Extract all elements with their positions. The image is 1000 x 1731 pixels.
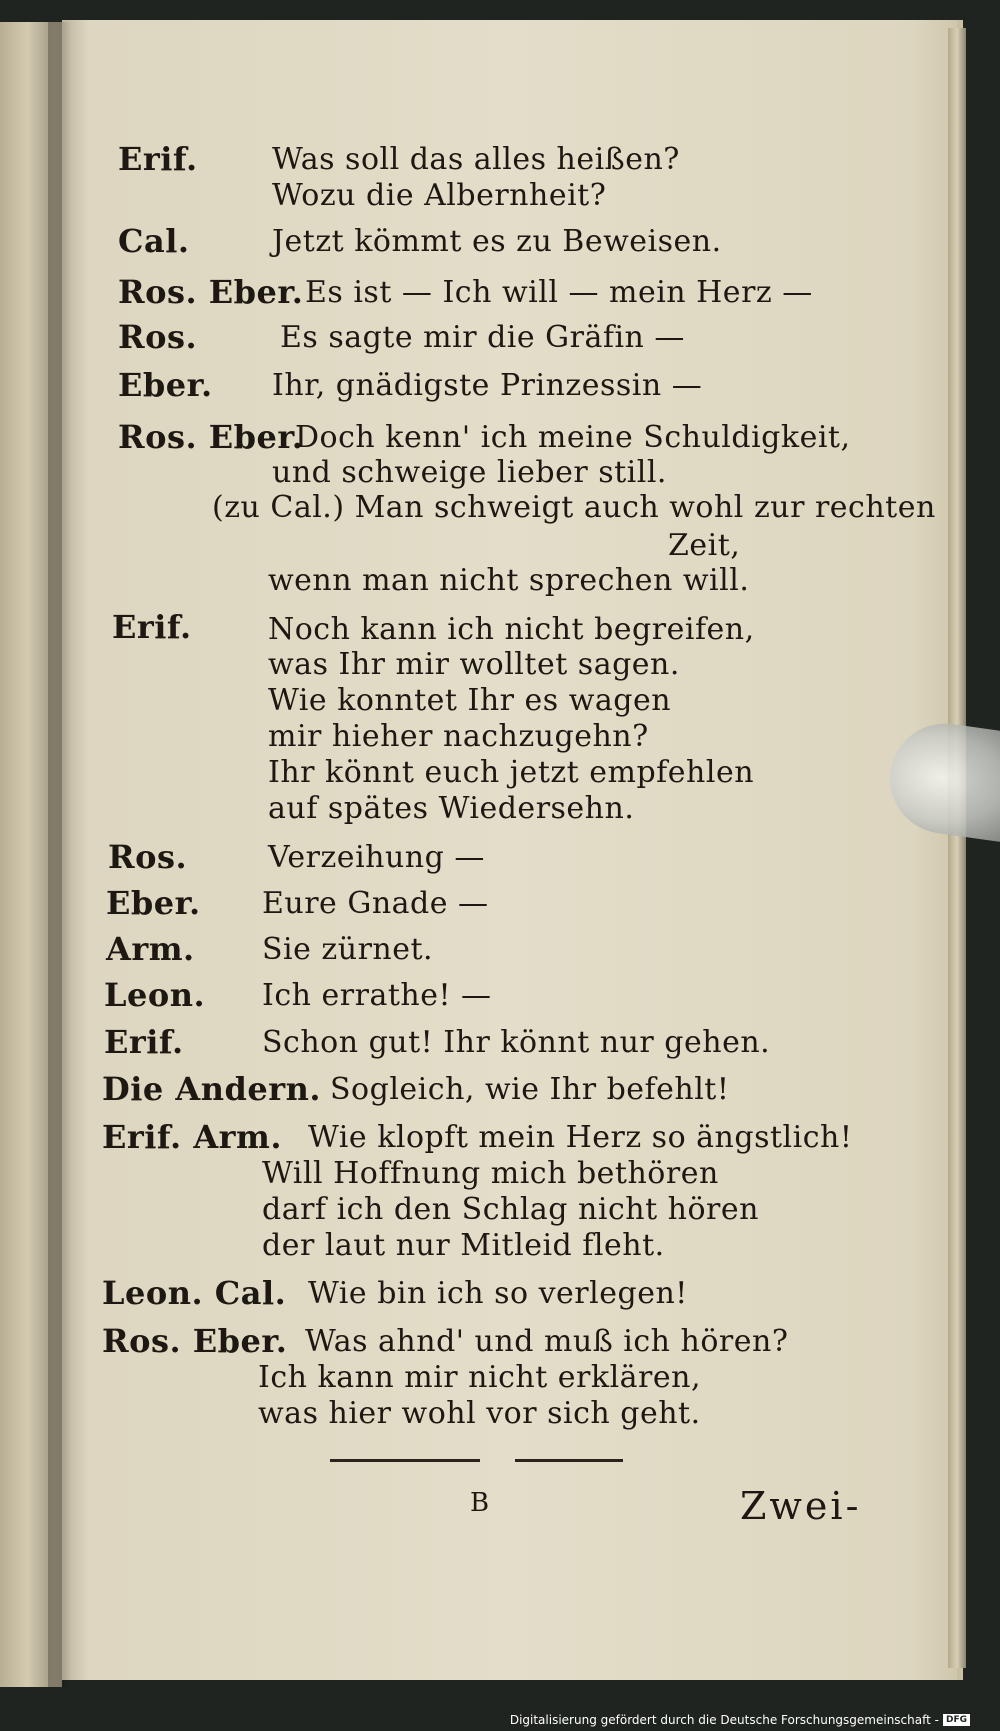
verse-line: auf spätes Wiedersehn. — [268, 791, 635, 826]
dfg-logo: DFG — [943, 1714, 970, 1726]
speaker-label: Ros. Eber. — [118, 273, 304, 311]
speaker-label: Leon. — [104, 976, 206, 1014]
speaker-label: Cal. — [118, 222, 190, 260]
verse-line: Was ahnd' und muß ich hören? — [305, 1324, 789, 1359]
speaker-label: Arm. — [106, 930, 195, 968]
verse-line: Doch kenn' ich meine Schuldigkeit, — [295, 420, 851, 455]
speaker-label: Eber. — [106, 884, 201, 922]
verse-line: Sogleich, wie Ihr befehlt! — [330, 1072, 730, 1107]
speaker-label: Ros. Eber. — [118, 418, 304, 456]
verse-line: wenn man nicht sprechen will. — [268, 563, 750, 598]
verse-line: Schon gut! Ihr könnt nur gehen. — [262, 1025, 771, 1060]
section-rule-left — [330, 1459, 480, 1462]
verse-line: Ihr könnt euch jetzt empfehlen — [268, 755, 755, 790]
verse-line: Es ist — Ich will — mein Herz — — [305, 275, 813, 310]
verse-line: Wie bin ich so verlegen! — [308, 1276, 688, 1311]
speaker-label: Eber. — [118, 366, 213, 404]
speaker-label: Erif. Arm. — [102, 1118, 282, 1156]
verse-line: mir hieher nachzugehn? — [268, 719, 649, 754]
verse-line: Was soll das alles heißen? — [272, 142, 680, 177]
verse-line: Es sagte mir die Gräfin — — [280, 320, 685, 355]
digitization-footer — [510, 1713, 970, 1727]
stage-direction-line: (zu Cal.) Man schweigt auch wohl zur rechten — [212, 490, 936, 525]
verse-line: was hier wohl vor sich geht. — [258, 1396, 701, 1431]
verse-line: Jetzt kömmt es zu Beweisen. — [272, 224, 722, 259]
speaker-label: Ros. Eber. — [102, 1322, 288, 1360]
verse-line: Wozu die Albernheit? — [272, 178, 607, 213]
speaker-label: Die Andern. — [102, 1070, 321, 1108]
verse-line: und schweige lieber still. — [272, 455, 667, 490]
verse-line: Eure Gnade — — [262, 886, 489, 921]
verse-line: Will Hoffnung mich bethören — [262, 1156, 719, 1191]
verse-line: Ich kann mir nicht erklären, — [258, 1360, 702, 1395]
verse-line: Noch kann ich nicht begreifen, — [268, 612, 755, 647]
verse-line: Verzeihung — — [268, 840, 485, 875]
speaker-label: Ros. — [118, 318, 198, 356]
speaker-label: Ros. — [108, 838, 188, 876]
verse-line: Zeit, — [668, 528, 741, 563]
verse-line: darf ich den Schlag nicht hören — [262, 1192, 759, 1227]
verse-line: Sie zürnet. — [262, 932, 434, 967]
verse-line: Wie klopft mein Herz so ängstlich! — [308, 1120, 853, 1155]
speaker-label: Erif. — [104, 1023, 184, 1061]
signature-mark: B — [470, 1488, 490, 1518]
verse-line: Ich errathe! — — [262, 978, 492, 1013]
speaker-label: Erif. — [112, 608, 192, 646]
speaker-label: Erif. — [118, 140, 198, 178]
footer-text: Digitalisierung gefördert durch die Deutsche Forschungsgemeinschaft - — [509, 1713, 939, 1727]
verse-line: der laut nur Mitleid fleht. — [262, 1228, 665, 1263]
catchword: Zwei- — [740, 1484, 862, 1528]
speaker-label: Leon. Cal. — [102, 1274, 287, 1312]
section-rule-right — [515, 1459, 623, 1462]
verse-line: Wie konntet Ihr es wagen — [268, 683, 672, 718]
verse-line: was Ihr mir wolltet sagen. — [268, 647, 680, 682]
verse-line: Ihr, gnädigste Prinzessin — — [272, 368, 703, 403]
